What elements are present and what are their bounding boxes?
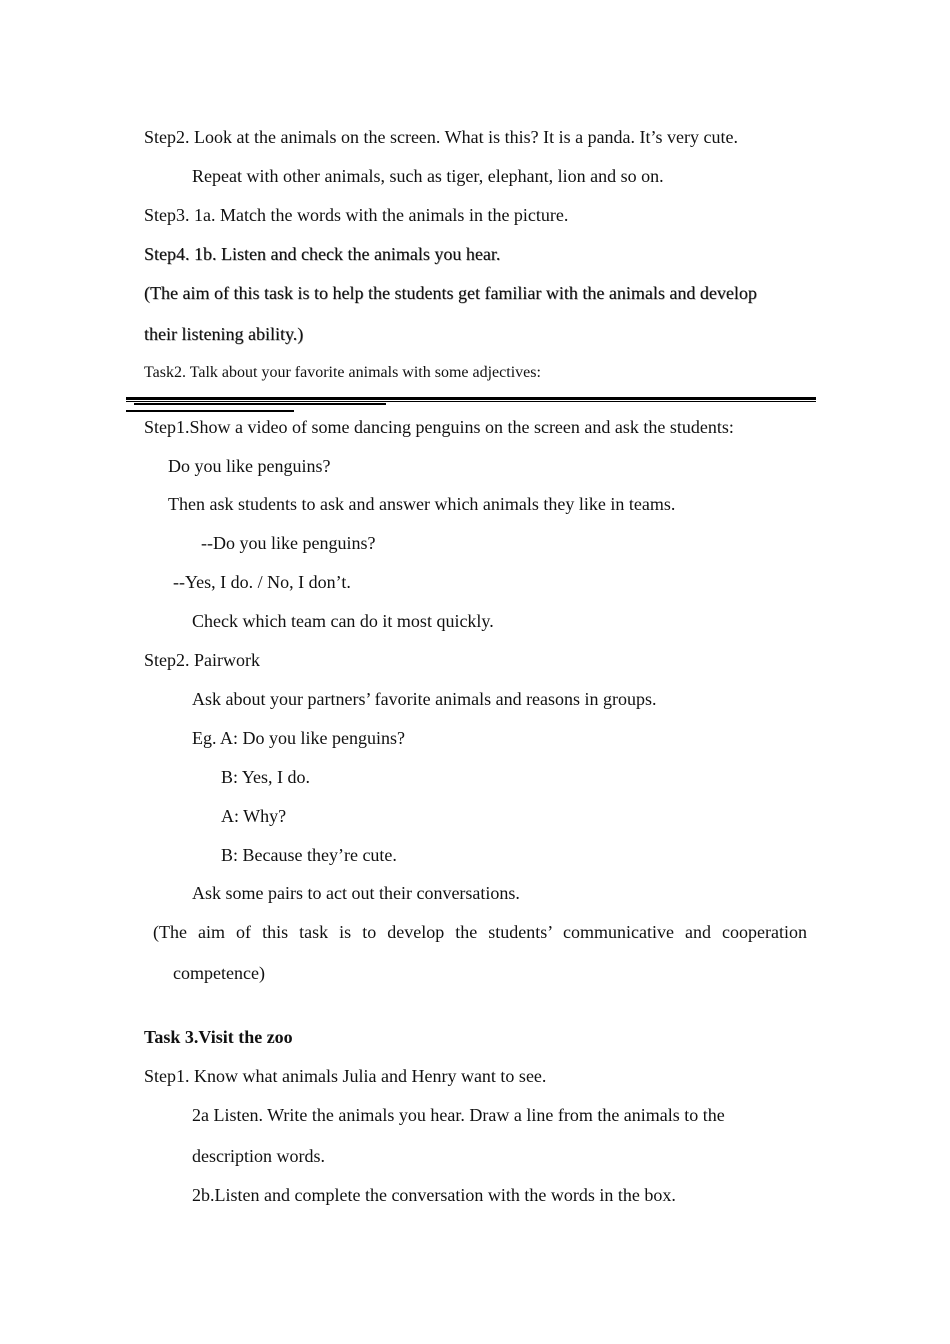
- task1-aim-line1: (The aim of this task is to help the students get familiar with the animals and develop: [144, 283, 757, 303]
- task1-step3: Step3. 1a. Match the words with the animals in the picture.: [144, 205, 569, 225]
- task2-step2: Step2. Pairwork: [144, 650, 260, 670]
- task1-step2-line2: Repeat with other animals, such as tiger, elephant, lion and so on.: [192, 166, 664, 186]
- task2-example-b1: B: Yes, I do.: [221, 767, 311, 787]
- task3-item-2a-line1: 2a Listen. Write the animals you hear. Draw a line from the animals to the: [192, 1105, 725, 1125]
- divider-rule-short: [134, 403, 386, 405]
- divider-rule-top: [126, 397, 816, 400]
- task2-instruction: Then ask students to ask and answer which animals they like in teams.: [168, 494, 676, 514]
- task1-aim-line2: their listening ability.): [144, 324, 304, 344]
- task2-example-a2: A: Why?: [221, 806, 287, 826]
- task2-step2-desc: Ask about your partners’ favorite animals and reasons in groups.: [192, 689, 657, 709]
- task2-example-a1: Eg. A: Do you like penguins?: [192, 728, 405, 748]
- task3-item-2b: 2b.Listen and complete the conversation with the words in the box.: [192, 1185, 676, 1205]
- task2-act-out: Ask some pairs to act out their conversations.: [192, 883, 520, 903]
- task1-step4: Step4. 1b. Listen and check the animals you hear.: [144, 244, 501, 264]
- task3-item-2a-line2: description words.: [192, 1146, 325, 1166]
- task2-step1: Step1.Show a video of some dancing penguins on the screen and ask the students:: [144, 417, 734, 437]
- task2-aim-line1: (The aim of this task is to develop the students’ communicative and cooperation: [153, 922, 807, 942]
- task2-heading: Task2. Talk about your favorite animals with some adjectives:: [144, 364, 541, 381]
- task3-heading: Task 3.Visit the zoo: [144, 1027, 293, 1047]
- task2-dialogue-answer: --Yes, I do. / No, I don’t.: [173, 572, 351, 592]
- task2-check: Check which team can do it most quickly.: [192, 611, 494, 631]
- task1-step2-line1: Step2. Look at the animals on the screen. What is this? It is a panda. It’s very cute.: [144, 127, 739, 147]
- task2-example-b2: B: Because they’re cute.: [221, 845, 397, 865]
- divider-rule-shorter: [126, 410, 294, 412]
- task2-dialogue-question: --Do you like penguins?: [201, 533, 376, 553]
- task2-aim-line2: competence): [173, 963, 265, 983]
- divider-rule-thin: [126, 401, 816, 402]
- task3-step1: Step1. Know what animals Julia and Henry want to see.: [144, 1066, 547, 1086]
- task2-question: Do you like penguins?: [168, 456, 331, 476]
